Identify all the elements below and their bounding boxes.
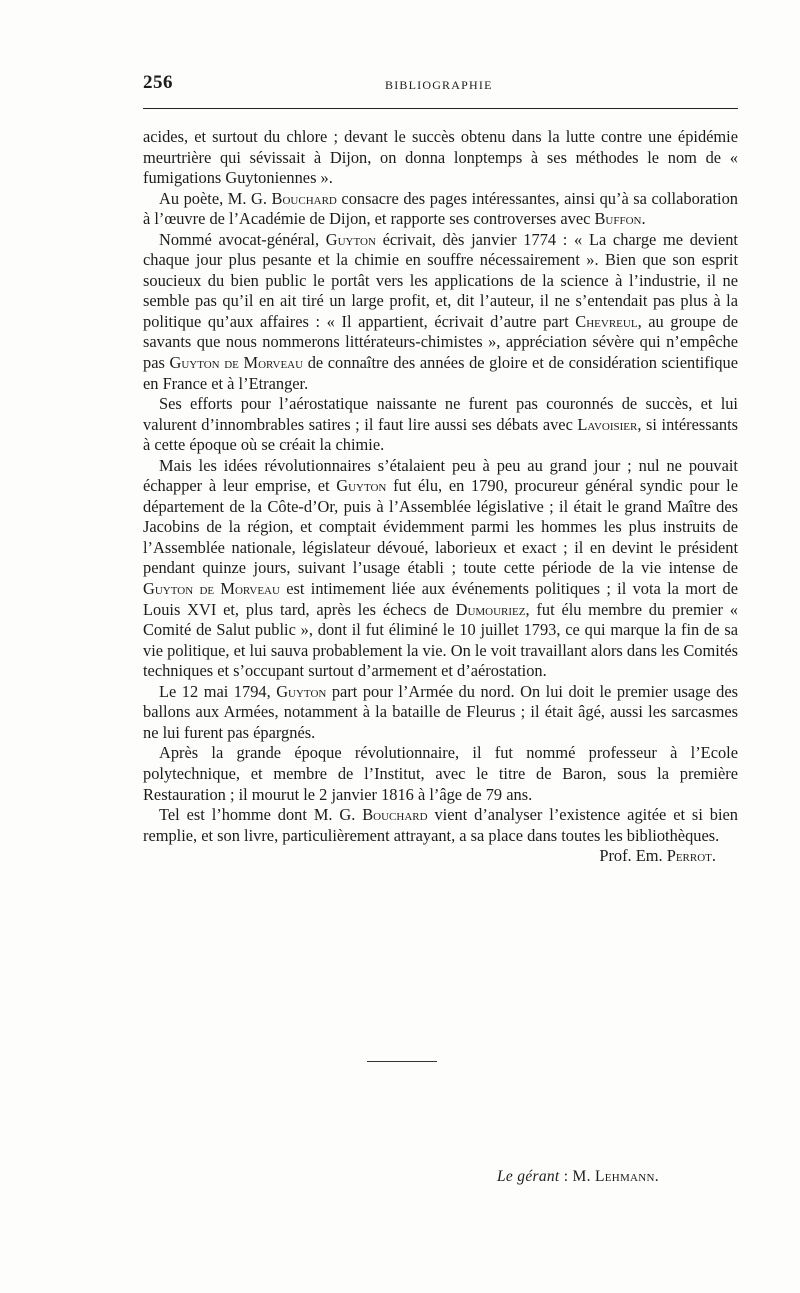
text: Au poète, M. G. <box>159 188 272 208</box>
person-name: Guyton de Morveau <box>169 353 304 373</box>
text: consacre des pages intéressantes, ainsi qu’à sa collaboration à l’œuvre de l’Académie de Dijon, et rapporte ses controverses avec <box>143 188 738 229</box>
page-number: 256 <box>143 72 173 93</box>
person-name: Guyton <box>336 476 387 496</box>
text: . <box>641 209 646 229</box>
header-rule <box>143 108 738 109</box>
text: fut élu, en 1790, procureur général syndic pour le département de la Côte-d’Or, puis à l’Assemblée législative ; il était le grand Maître des Jacobins de la région, et comptait évidemment parmi les hommes les plus instruits de l’Assemblée nationale, législateur dévoué, laborieux et exact ; il en devint le président pendant quinze jours, suivant l’usage établi ; toute cette période de la vie intense de <box>143 476 738 578</box>
person-name: Bouchard <box>362 805 428 825</box>
person-name: Bouchard <box>271 188 337 208</box>
signature-name: Perrot <box>666 846 712 866</box>
text: Tel est l’homme dont M. G. <box>159 805 363 825</box>
section-separator <box>367 1061 437 1062</box>
publisher-manager-line <box>497 1168 659 1186</box>
person-name: Guyton <box>276 681 327 701</box>
paragraph-2 <box>143 189 738 230</box>
text: écrivait, dès janvier 1774 : « La charge me devient chaque jour plus pesante et la chimie en souffre nécessairement ». Bien que son esprit soucieux du bien public le portât vers les applications de la science à l’industrie, il ne semble pas qu’il en ait tiré un large profit, et, dit l’auteur, il ne s’entendait pas plus à la politique qu’aux affaires : « Il appartient, écrivait d’autre part <box>143 229 738 331</box>
page-header <box>143 72 738 102</box>
paragraph-3 <box>143 230 738 394</box>
paragraph-6 <box>143 682 738 744</box>
paragraph-5 <box>143 456 738 682</box>
person-name: Dumouriez <box>455 599 526 619</box>
article-body <box>143 127 738 867</box>
text: Ses efforts pour l’aérostatique naissante ne furent pas couronnés de succès, et lui valurent d’innombrables satires ; il faut lire aussi ses débats avec <box>143 394 738 434</box>
text: part pour l’Armée du nord. On lui doit le premier usage des ballons aux Armées, notamment à la bataille de Fleurus ; il était âgé, aussi les sarcasmes ne lui furent pas épargnés. <box>143 681 738 742</box>
paragraph-1 <box>143 127 738 189</box>
person-name: Lavoisier <box>577 414 638 434</box>
gerant-separator: : M. <box>559 1168 595 1185</box>
paragraph-4 <box>143 394 738 456</box>
text: Après la grande époque révolutionnaire, il fut nommé professeur à l’Ecole polytechnique, et membre de l’Institut, avec le titre de Baron, sous la première Restauration ; il mourut le 2 janvier 1816 à l’âge de 79 ans. <box>143 743 738 804</box>
text: Le 12 mai 1794, <box>159 681 277 701</box>
person-name: Chevreul <box>575 311 638 331</box>
text: , au groupe de savants que nous nommerons littérateurs-chimistes », appréciation sévère qui n’empêche pas <box>143 311 738 373</box>
text: de connaître des années de gloire et de considération scientifique en France et à l’Etranger. <box>143 353 738 393</box>
signature-prefix: Prof. Em. <box>599 846 667 866</box>
text: , fut élu membre du premier « Comité de Salut public », dont il fut éliminé le 10 juillet 1793, ce qui marque la fin de sa vie politique, et lui sauva probablement la vie. On le voit travaillant alors dans les Comités techniques et s’occupant surtout d’armement et d’aérostation. <box>143 599 738 681</box>
signature-suffix: . <box>711 846 716 866</box>
text: vient d’analyser l’existence agitée et si bien remplie, et son livre, particulièrement attrayant, a sa place dans toutes les bibliothèques. <box>143 805 738 845</box>
person-name: Guyton de Morveau <box>143 579 280 599</box>
text: acides, et surtout du chlore ; devant le succès obtenu dans la lutte contre une épidémie meurtrière qui sévissait à Dijon, on donna lonptemps à ses méthodes le nom de « fumigations Guytoniennes ». <box>143 127 738 188</box>
text: , si intéressants à cette époque où se créait la chimie. <box>143 414 739 455</box>
gerant-end: . <box>654 1168 659 1185</box>
text: est intimement liée aux événements politiques ; il vota la mort de Louis XVI et, plus tard, après les échecs de <box>143 579 738 619</box>
person-name: Guyton <box>325 229 376 249</box>
running-title: BIBLIOGRAPHIE <box>385 78 493 92</box>
paragraph-7 <box>143 743 738 805</box>
gerant-name: Lehmann <box>594 1168 655 1185</box>
review-signature <box>583 846 716 867</box>
person-name: Buffon <box>594 209 642 229</box>
gerant-label: Le gérant <box>497 1168 560 1185</box>
text: Mais les idées révolutionnaires s’étalaient peu à peu au grand jour ; nul ne pouvait échapper à leur emprise, et <box>143 455 738 496</box>
paragraph-8 <box>143 805 738 866</box>
text: Nommé avocat-général, <box>159 229 326 249</box>
